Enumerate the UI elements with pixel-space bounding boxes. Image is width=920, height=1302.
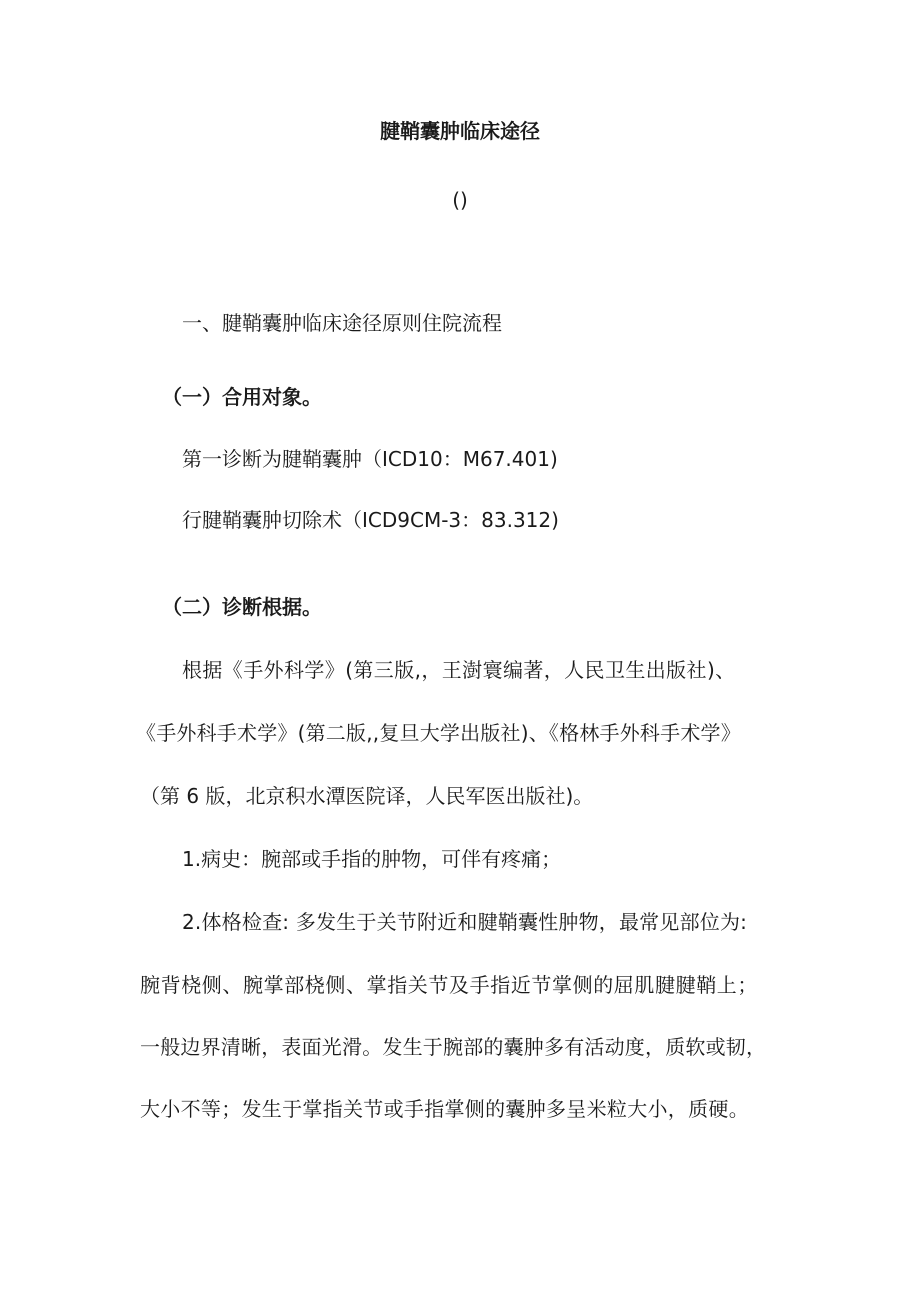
paragraph-line: 一般边界清晰，表面光滑。发生于腕部的囊肿多有活动度，质软或韧，: [140, 1035, 767, 1059]
subsection-heading: （一）合用对象。: [162, 385, 322, 409]
section-heading: 一、腱鞘囊肿临床途径原则住院流程: [182, 311, 502, 335]
paragraph-line: 根据《手外科学》(第三版,，王澍寰编著，人民卫生出版社)、: [182, 658, 736, 682]
paragraph-line: 第一诊断为腱鞘囊肿（ICD10：M67.401): [182, 447, 558, 471]
document-subtitle: (): [452, 188, 468, 212]
paragraph-line: 大小不等；发生于掌指关节或手指掌侧的囊肿多呈米粒大小，质硬。: [140, 1097, 749, 1121]
paragraph-line: 行腱鞘囊肿切除术（ICD9CM-3：83.312): [182, 508, 559, 532]
paragraph-line: （第 6 版，北京积水潭医院译，人民军医出版社)。: [140, 784, 594, 808]
document-title: 腱鞘囊肿临床途径: [380, 119, 540, 143]
subsection-heading: （二）诊断根据。: [162, 595, 322, 619]
paragraph-line: 1.病史：腕部或手指的肿物，可伴有疼痛；: [182, 847, 562, 871]
paragraph-line: 2.体格检查: 多发生于关节附近和腱鞘囊性肿物，最常见部位为:: [182, 910, 748, 934]
paragraph-line: 《手外科手术学》(第二版,,复旦大学出版社)、《格林手外科手术学》: [136, 721, 741, 745]
paragraph-line: 腕背桡侧、腕掌部桡侧、掌指关节及手指近节掌侧的屈肌腱腱鞘上；: [140, 973, 758, 997]
